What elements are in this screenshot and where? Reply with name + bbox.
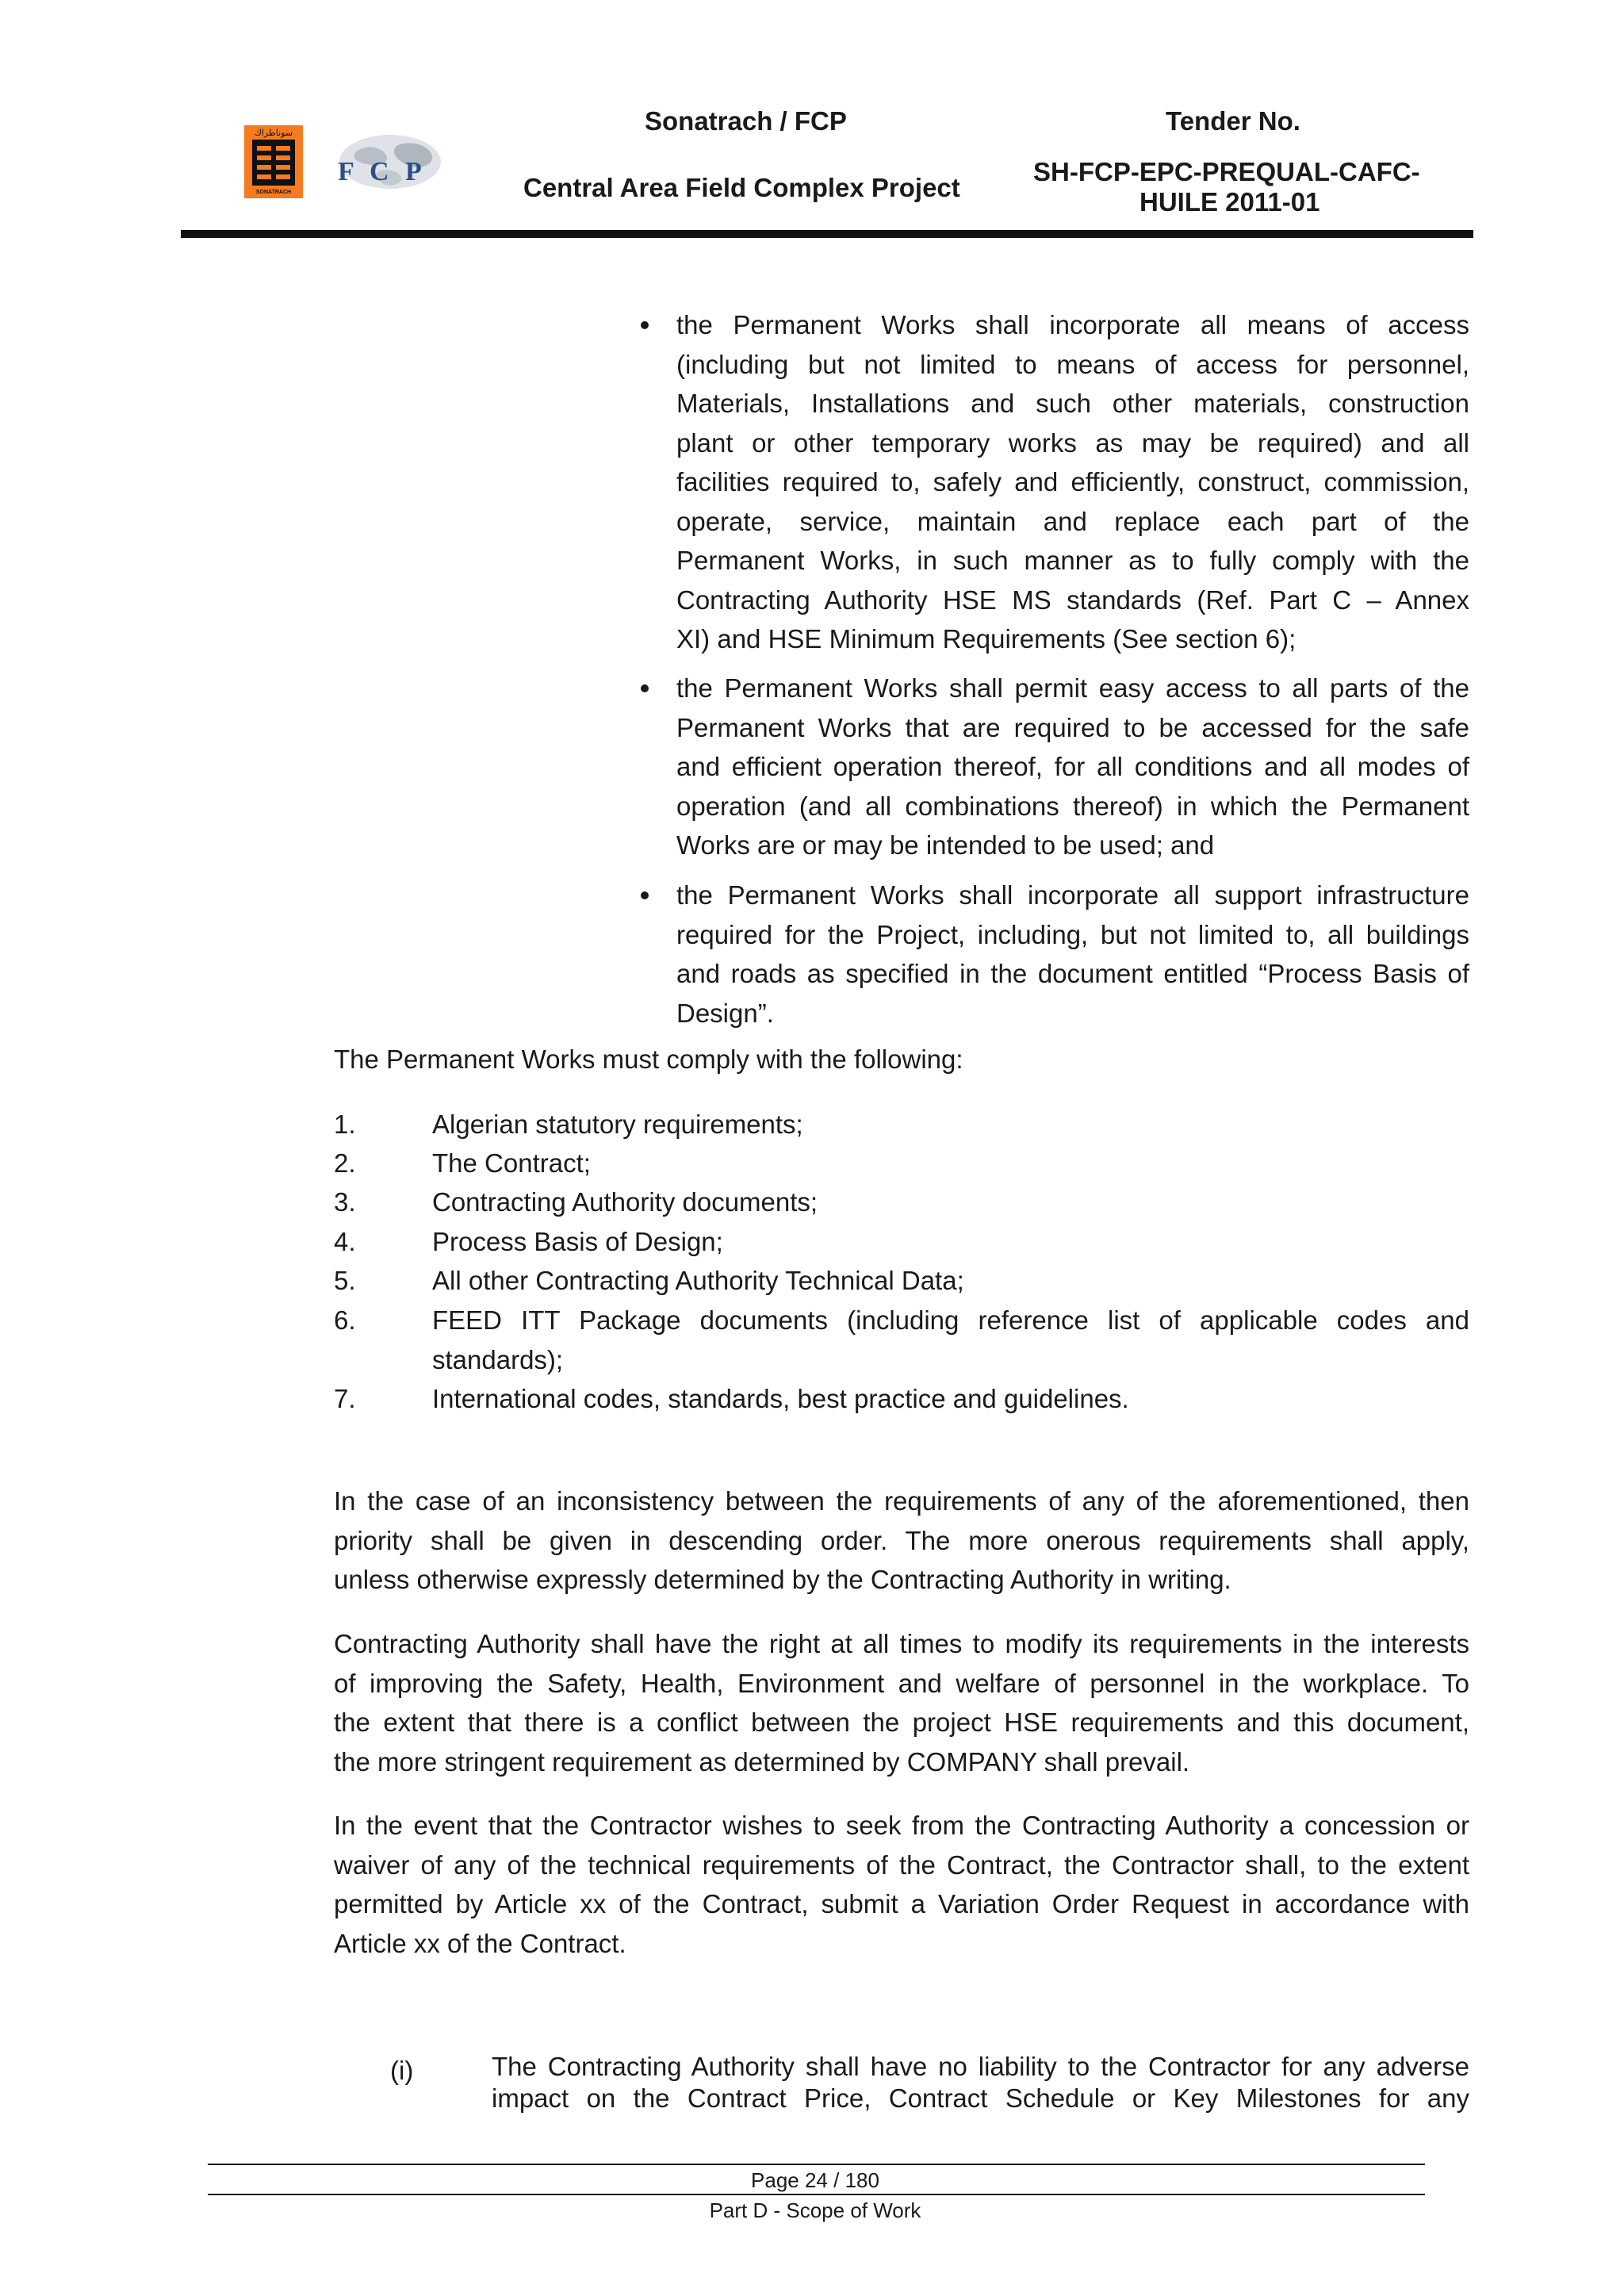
bullet-item xyxy=(676,876,1469,1033)
header-rule xyxy=(181,230,1473,238)
list-number: 4. xyxy=(334,1227,356,1256)
paragraph-line: the extent that there is a conflict between the project HSE requirements and this document, xyxy=(334,1708,1469,1737)
list-number: 1. xyxy=(334,1110,356,1139)
item-line: impact on the Contract Price, Contract Schedule or Key Milestones for any xyxy=(492,2083,1469,2113)
bullet-line: the Permanent Works shall incorporate all means of access xyxy=(676,310,1469,339)
bullet-item xyxy=(676,669,1469,865)
fcp-logo xyxy=(324,130,449,197)
item-line: The Contracting Authority shall have no liability to the Contractor for any adverse xyxy=(492,2052,1469,2081)
list-item-text: All other Contracting Authority Technical Data; xyxy=(432,1266,964,1295)
bullet-line: Works are or may be intended to be used; and xyxy=(676,830,1215,860)
bullet-marker xyxy=(641,321,649,329)
bullet-line: Permanent Works that are required to be accessed for the safe xyxy=(676,712,1469,742)
paragraph-line: In the case of an inconsistency between the requirements of any of the aforementioned, then xyxy=(334,1486,1469,1516)
footer-part: Part D - Scope of Work xyxy=(709,2198,921,2222)
header-tender-number-line2: HUILE 2011-01 xyxy=(1139,187,1320,217)
bullet-line: the Permanent Works shall permit easy access to all parts of the xyxy=(676,673,1469,703)
bullet-line: operation (and all combinations thereof) in which the Permanent xyxy=(676,791,1469,821)
paragraph-line: waiver of any of the technical requirements of the Contract, the Contractor shall, to the extent xyxy=(334,1849,1469,1880)
list-item-text: The Contract; xyxy=(432,1148,591,1178)
paragraph-line: Article xx of the Contract. xyxy=(334,1928,626,1958)
list-item-text: Algerian statutory requirements; xyxy=(432,1110,803,1139)
list-item-line: standards); xyxy=(432,1344,564,1374)
paragraph-line: the more stringent requirement as determined by COMPANY shall prevail. xyxy=(334,1746,1190,1777)
bullet-line: the Permanent Works shall incorporate all support infrastructure xyxy=(676,880,1469,910)
item-text xyxy=(492,2051,1469,2114)
bullet-marker xyxy=(641,891,649,899)
sonatrach-logo xyxy=(244,125,303,198)
list-item-line: FEED ITT Package documents (including reference list of applicable codes and xyxy=(432,1305,1469,1335)
bullet-marker xyxy=(641,684,649,692)
sonatrach-logo-arabic: سوناطراك xyxy=(254,128,293,138)
list-item-text: Contracting Authority documents; xyxy=(432,1187,818,1217)
body-paragraph xyxy=(334,1481,1469,1600)
list-number: 3. xyxy=(334,1187,356,1217)
bullet-line: required for the Project, including, but not limited to, all buildings xyxy=(676,919,1469,949)
list-number: 7. xyxy=(334,1384,356,1413)
bullet-line: and efficient operation thereof, for all conditions and all modes of xyxy=(676,752,1469,781)
footer-page-number: Page 24 / 180 xyxy=(751,2168,879,2192)
list-number: 2. xyxy=(334,1148,356,1178)
list-number: 5. xyxy=(334,1266,356,1295)
bullet-line: operate, service, maintain and replace each part of the xyxy=(676,506,1469,536)
header-tender-label: Tender No. xyxy=(1166,106,1300,136)
bullet-line: Design”. xyxy=(676,998,774,1028)
bullet-line: Materials, Installations and such other materials, construction xyxy=(676,389,1469,418)
paragraph-line: permitted by Article xx of the Contract, submit a Variation Order Request in accordance with xyxy=(334,1889,1469,1918)
header-project: Central Area Field Complex Project xyxy=(523,173,960,202)
body-paragraph xyxy=(334,1806,1469,1963)
bullet-line: Permanent Works, in such manner as to fully comply with the xyxy=(676,546,1469,575)
header-tender-number-line1: SH-FCP-EPC-PREQUAL-CAFC- xyxy=(1033,157,1420,186)
bullet-line: (including but not limited to means of access for personnel, xyxy=(676,349,1469,379)
footer-rule-top xyxy=(208,2164,1425,2165)
bullet-line: and roads as specified in the document entitled “Process Basis of xyxy=(676,959,1469,988)
list-item-text: Process Basis of Design; xyxy=(432,1227,723,1256)
fcp-logo-text: F C P xyxy=(338,157,427,186)
footer-rule-bottom xyxy=(208,2194,1425,2195)
list-number: 6. xyxy=(334,1305,356,1335)
bullet-item xyxy=(676,305,1469,659)
paragraph-line: unless otherwise expressly determined by the Contracting Authority in writing. xyxy=(334,1565,1231,1594)
paragraph-line: of improving the Safety, Health, Environment and welfare of personnel in the workplace. To xyxy=(334,1668,1469,1698)
comply-intro: The Permanent Works must comply with the following: xyxy=(334,1045,963,1074)
bullet-line: Contracting Authority HSE MS standards (Ref. Part C – Annex xyxy=(676,585,1469,615)
sonatrach-mark-icon xyxy=(252,140,295,186)
list-item-text: International codes, standards, best practice and guidelines. xyxy=(432,1384,1129,1413)
item-label: (i) xyxy=(390,2056,414,2085)
paragraph-line: Contracting Authority shall have the right at all times to modify its requirements in the interests xyxy=(334,1629,1469,1658)
header-org: Sonatrach / FCP xyxy=(645,106,847,136)
body-paragraph xyxy=(334,1624,1469,1781)
paragraph-line: In the event that the Contractor wishes to seek from the Contracting Authority a concession or xyxy=(334,1811,1469,1840)
bullet-line: XI) and HSE Minimum Requirements (See section 6); xyxy=(676,624,1297,654)
paragraph-line: priority shall be given in descending order. The more onerous requirements shall apply, xyxy=(334,1525,1469,1555)
bullet-line: facilities required to, safely and efficiently, construct, commission, xyxy=(676,467,1469,496)
list-item-text xyxy=(432,1301,1469,1379)
sonatrach-logo-brand: SONATRACH xyxy=(255,190,292,195)
bullet-line: plant or other temporary works as may be required) and all xyxy=(676,427,1469,458)
